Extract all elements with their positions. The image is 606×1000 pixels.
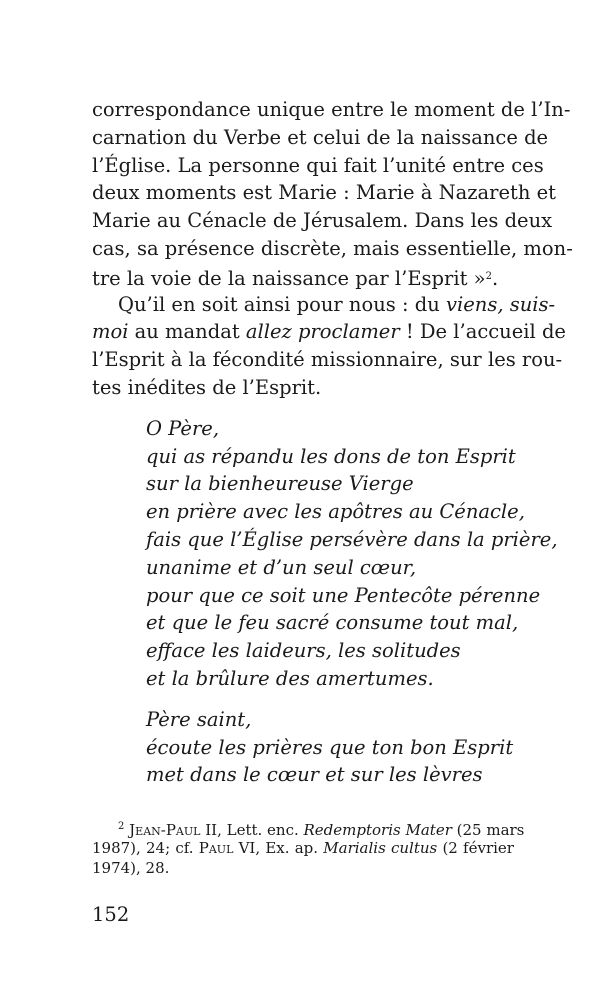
prayer-line: et la brûlure des amertumes. [146,666,434,690]
prayer-line: sur la bienheureuse Vierge [146,472,414,496]
work-title: Marialis cultus [323,838,438,857]
emphasis: moi [92,320,129,344]
text-segment: VI, Ex. ap. [233,838,324,857]
text-segment: II, Lett. enc. [200,821,304,840]
prayer-stanza-2 [146,706,514,789]
text-segment: au mandat [128,320,246,344]
text-line [92,263,514,291]
text-segment: Qu’il en soit ainsi pour nous : du [118,292,446,316]
text-line: deux moments est Marie : Marie à Nazareth et [92,181,557,205]
text-line: correspondance unique entre le moment de l’In- [92,98,571,121]
prayer-line: en prière avec les apôtres au Cénacle, [146,500,525,524]
author-name: Paul [198,838,234,857]
work-title: Redemptoris Mater [303,821,452,840]
text-line: l’Église. La personne qui fait l’unité entre ces [92,153,544,177]
page-number: 152 [92,903,130,926]
text-segment: (2 février [437,838,514,857]
text-line: cas, sa présence discrète, mais essentielle, mon- [92,236,573,260]
prayer-line: Père saint, [146,707,252,731]
text-segment: 1987), 24; cf. [92,838,199,857]
text-line: tes inédites de l’Esprit. [92,375,322,399]
text-line [92,291,556,319]
prayer-line: fais que l’Église persévère dans la prière, [146,527,558,551]
page-content [92,96,573,879]
text-line: l’Esprit à la fécondité missionnaire, sur les rou- [92,348,563,372]
emphasis: viens, suis- [445,292,556,316]
prayer-line: O Père, [146,416,220,440]
text-line: Marie au Cénacle de Jérusalem. Dans les deux [92,209,553,233]
prayer-line: pour que ce soit une Pentecôte pérenne [146,583,541,607]
prayer-line: efface les laideurs, les solitudes [146,639,461,663]
text-line: carnation du Verbe et celui de la naissance de [92,125,549,149]
paragraph-1 [92,96,573,291]
emphasis: allez proclamer [245,320,400,344]
prayer-line: écoute les prières que ton bon Esprit [146,735,514,759]
prayer-line: qui as répandu les dons de ton Esprit [146,444,516,468]
footnote-ref: 2 [485,270,492,282]
footnote-line [92,838,514,859]
text-segment: . [491,266,499,290]
text-segment: tre la voie de la naissance par l’Esprit » [92,266,486,290]
author-name: Jean-Paul [129,821,201,840]
footnote-number: 2 [118,821,125,833]
text-segment: (25 mars [451,821,525,840]
text-line [92,318,566,346]
footnotes [92,817,525,879]
paragraph-2 [92,291,566,402]
footnote-line: 1974), 28. [92,859,170,878]
prayer-line: met dans le cœur et sur les lèvres [146,763,483,787]
prayer-stanza-1 [146,415,558,693]
footnote-line [92,817,525,840]
prayer-line: et que le feu sacré consume tout mal, [146,611,519,635]
prayer-line: unanime et d’un seul cœur, [146,555,417,579]
text-segment: ! De l’accueil de [399,320,566,344]
